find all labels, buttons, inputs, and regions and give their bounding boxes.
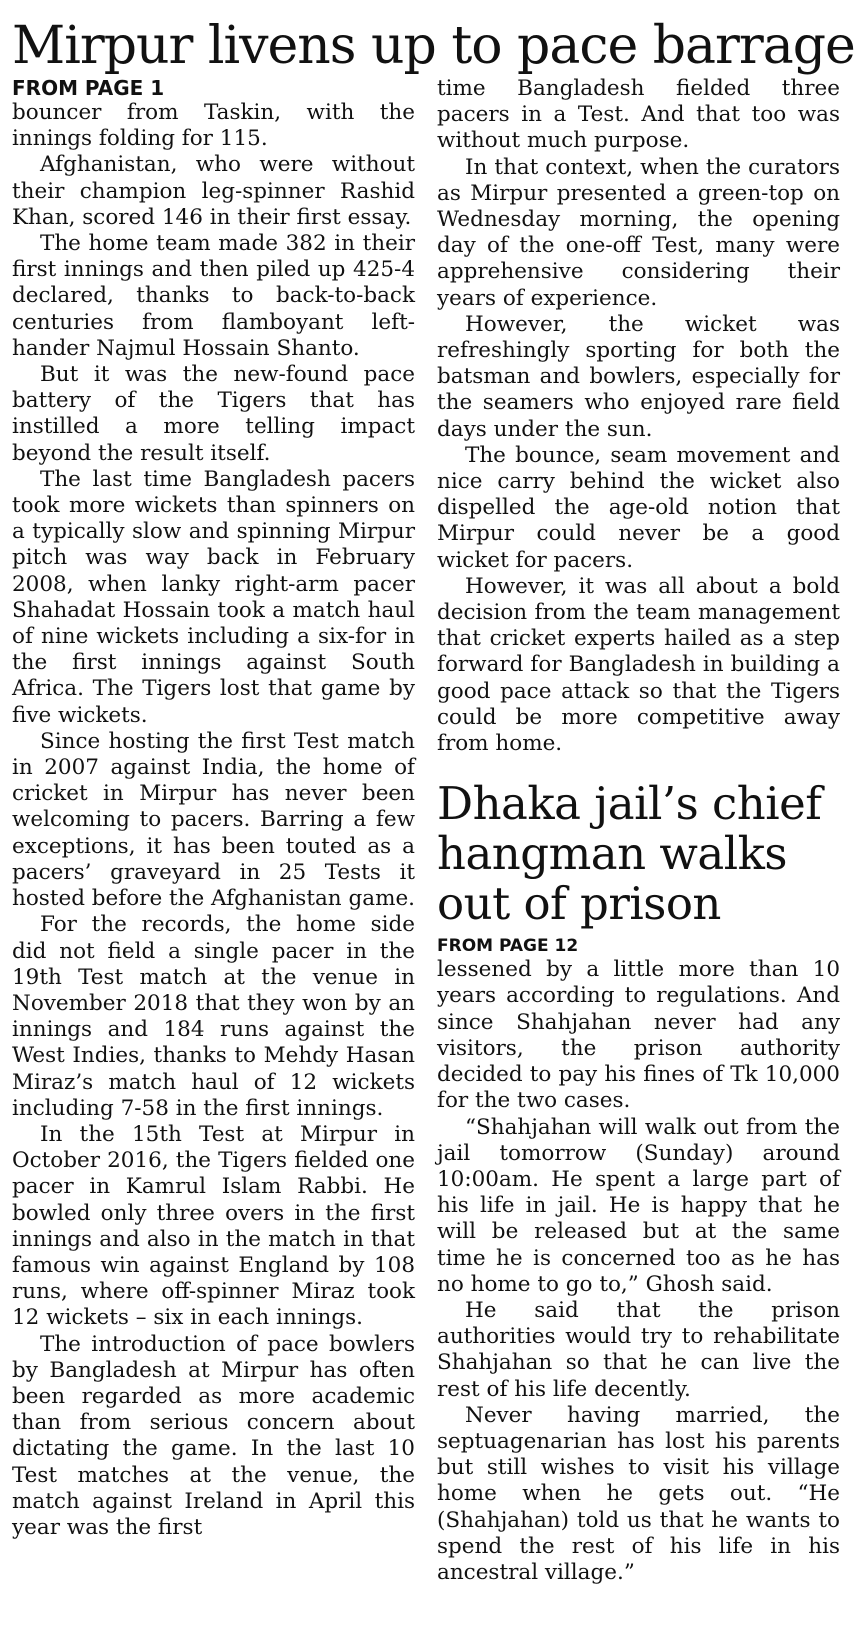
paragraph: Never having married, the septuagenarian has lost his parents but still wishes to visit his village home when he gets out. “He (Shahjahan) told us that he wants to spend the rest of his life in his ancestral village.” [437, 1402, 840, 1585]
paragraph: In that context, when the curators as Mirpur presented a green-top on Wednesday morning, the opening day of the one-off Test, many were apprehensive considering their years of experience. [437, 154, 840, 311]
paragraph: Afghanistan, who were without their champion leg-spinner Rashid Khan, scored 146 in their first essay. [12, 152, 415, 230]
paragraph: For the records, the home side did not field a single pacer in the 19th Test match at the venue in November 2018 that they won by an innings and 184 runs against the West Indies, thanks to Mehdy Hasan Miraz’s match haul of 12 wickets including 7-58 in the first innings. [12, 912, 415, 1121]
paragraph: The home team made 382 in their first innings and then piled up 425-4 declared, thanks to back-to-back centuries from flamboyant left-hander Najmul Hossain Shanto. [12, 231, 415, 361]
kicker-from-page-1: FROM PAGE 1 [12, 76, 165, 100]
kicker-from-page-12: FROM PAGE 12 [437, 936, 579, 957]
paragraph: He said that the prison authorities would try to rehabilitate Shahjahan so that he can live the rest of his life decently. [437, 1297, 840, 1402]
paragraph: However, it was all about a bold decision from the team management that cricket experts hailed as a step forward for Bangladesh in building a good pace attack so that the Tigers could be more competitive away from home. [437, 573, 840, 757]
article-columns [12, 76, 856, 1586]
paragraph: In the 15th Test at Mirpur in October 2016, the Tigers fielded one pacer in Kamrul Islam Rabbi. He bowled only three overs in the first innings and also in the match in that famous win against England by 108 runs, where off-spinner Miraz took 12 wickets – six in each innings. [12, 1121, 415, 1331]
paragraph: The introduction of pace bowlers by Bangladesh at Mirpur has often been regarded as more academic than from serious concern about dictating the game. In the last 10 Test matches at the venue, the match against Ireland in April this year was the first [12, 1331, 415, 1540]
paragraph: “Shahjahan will walk out from the jail tomorrow (Sunday) around 10:00am. He spent a large part of his life in jail. He is happy that he will be released but at the same time he is concerned too as he has no home to go to,” Ghosh said. [437, 1114, 840, 1297]
paragraph: But it was the new-found pace battery of the Tigers that has instilled a more telling impact beyond the result itself. [12, 362, 415, 466]
paragraph: Since hosting the first Test match in 2007 against India, the home of cricket in Mirpur has never been welcoming to pacers. Barring a few exceptions, it has been touted as a pacers’ graveyard in 25 Tests it hosted before the Afghanistan game. [12, 728, 416, 912]
paragraph: bouncer from Taskin, with the innings folding for 115. [12, 100, 415, 152]
paragraph: The last time Bangladesh pacers took more wickets than spinners on a typically slow and spinning Mirpur pitch was way back in February 2008, when lanky right-arm pacer Shahadat Hossain took a match haul of nine wickets including a six-for in the first innings against South Africa. The Tigers lost that game by five wickets. [12, 466, 415, 728]
paragraph: The bounce, seam movement and nice carry behind the wicket also dispelled the age-old notion that Mirpur could never be a good wicket for pacers. [437, 442, 840, 573]
headline-dhaka-jail: Dhaka jail’s chief hangman walks out of prison [437, 777, 822, 931]
paragraph: time Bangladesh fielded three pacers in a Test. And that too was without much purpose. [437, 76, 840, 154]
column-left [12, 76, 415, 1586]
column-right [437, 76, 840, 1586]
headline-mirpur: Mirpur livens up to pace barrage [12, 16, 855, 76]
paragraph: However, the wicket was refreshingly sporting for both the batsman and bowlers, especially for the seamers who enjoyed rare field days under the sun. [437, 311, 840, 442]
paragraph: lessened by a little more than 10 years according to regulations. And since Shahjahan never had any visitors, the prison authority decided to pay his fines of Tk 10,000 for the two cases. [437, 957, 840, 1114]
